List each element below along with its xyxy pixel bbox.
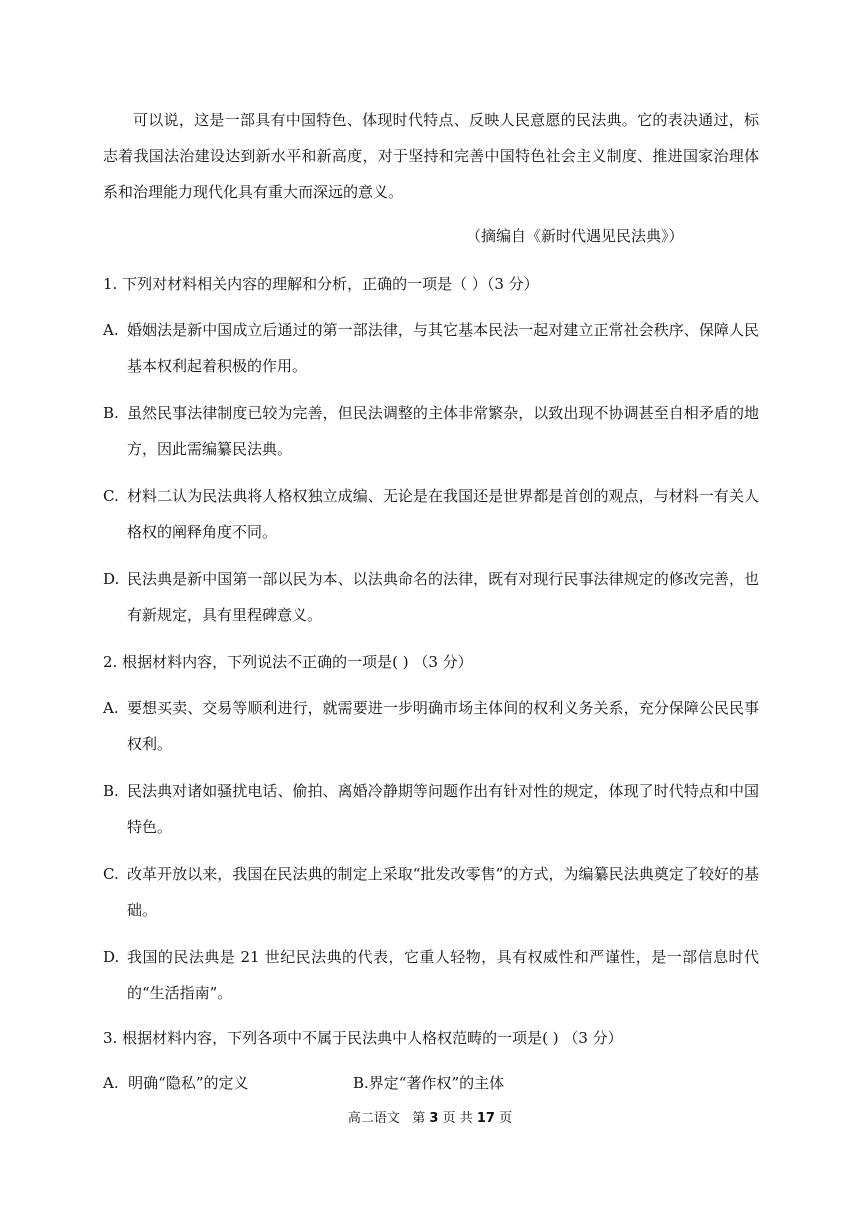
footer-subject: 高二语文 [347,1111,400,1126]
option-label: A. [103,699,119,717]
question-3-stem: 3. 根据材料内容，下列各项中不属于民法典中人格权范畴的一项是( ) （3 分） [103,1029,623,1047]
footer-page-number: 3 [429,1111,439,1126]
option-text: 我国的民法典是 21 世纪民法典的代表，它重人轻物，具有权威性和严谨性，是一部信息时代的“生活指南”。 [127,948,759,1002]
option-label: B. [103,782,119,800]
question-3-option-a [103,1073,353,1093]
option-text: 要想买卖、交易等顺利进行，就需要进一步明确市场主体间的权利义务关系，充分保障公民民事权利。 [127,699,759,753]
option-text: 婚姻法是新中国成立后通过的第一部法律，与其它基本民法一起对建立正常社会秩序、保障人民基本权利起着积极的作用。 [127,321,759,375]
question-1-option-d [103,561,759,633]
question-2-stem: 2. 根据材料内容，下列说法不正确的一项是( ) （3 分） [103,653,473,671]
footer-page-prefix: 第 [412,1111,426,1126]
question-1-stem: 1. 下列对材料相关内容的理解和分析，正确的一项是（ ）（3 分） [103,275,539,293]
option-label: D. [103,948,120,966]
question-3-option-b [353,1073,504,1093]
option-text: 改革开放以来，我国在民法典的制定上采取“批发改零售”的方式，为编纂民法典奠定了较好的基础。 [127,865,759,919]
footer-page-suffix: 页 [499,1111,513,1126]
option-label: A. [103,321,119,339]
option-text: B.界定“著作权”的主体 [353,1074,505,1092]
option-label: A. [103,1074,119,1092]
page-footer [0,1110,860,1128]
question-2-option-d [103,939,759,1011]
option-text: 材料二认为民法典将人格权独立成编、无论是在我国还是世界都是首创的观点，与材料一有关人格权的阐释角度不同。 [127,487,759,541]
footer-page-mid: 页 共 [442,1111,473,1126]
option-text: 民法典对诸如骚扰电话、偷拍、离婚冷静期等问题作出有针对性的规定，体现了时代特点和中国特色。 [127,782,759,836]
question-2-option-a [103,690,759,762]
option-text: 虽然民事法律制度已较为完善，但民法调整的主体非常繁杂，以致出现不协调甚至自相矛盾的地方，因此需编纂民法典。 [127,404,759,458]
passage-source: （摘编自《新时代遇见民法典》） [466,227,684,245]
passage-paragraph: 可以说，这是一部具有中国特色、体现时代特点、反映人民意愿的民法典。它的表决通过，标志着我国法治建设达到新水平和新高度，对于坚持和完善中国特色社会主义制度、推进国家治理体系和治理能力现代化具有重大而深远的意义。 [103,111,759,201]
option-text: 明确“隐私”的定义 [128,1074,249,1092]
question-1-option-b [103,395,759,467]
option-label: C. [103,865,119,883]
option-label: C. [103,487,119,505]
question-3-options-row [103,1073,504,1093]
footer-total-pages: 17 [476,1111,495,1126]
question-2-option-c [103,856,759,928]
option-text: 民法典是新中国第一部以民为本、以法典命名的法律，既有对现行民事法律规定的修改完善，也有新规定，具有里程碑意义。 [127,570,759,624]
question-2-option-b [103,773,759,845]
question-1-option-c [103,478,759,550]
option-label: B. [103,404,119,422]
option-label: D. [103,570,120,588]
question-1-option-a [103,312,759,384]
